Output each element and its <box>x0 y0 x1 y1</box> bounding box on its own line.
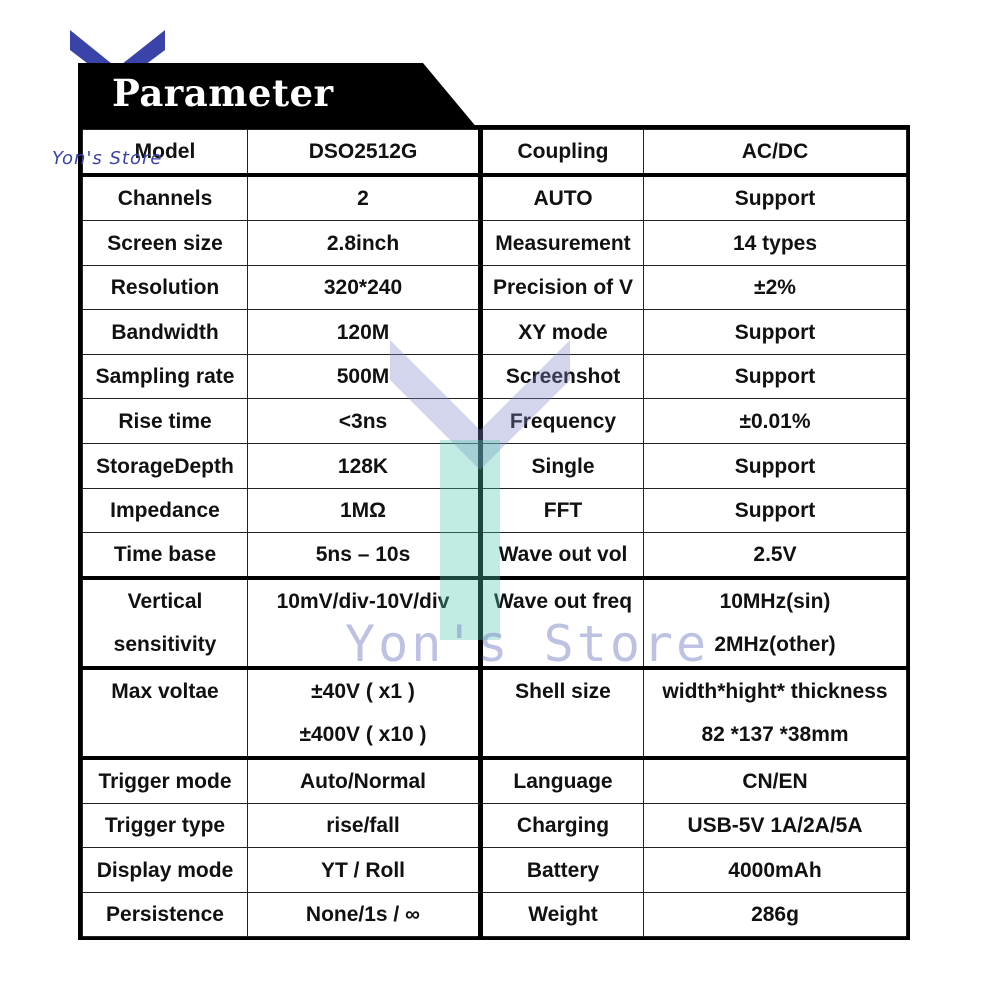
param-value-cell <box>248 804 481 848</box>
param-value-cell <box>248 310 481 355</box>
param-name-cell <box>83 355 248 399</box>
cell-text: 5ns – 10s <box>315 543 411 566</box>
store-name-logo: Yon's Store <box>52 148 163 169</box>
cell-text: 2.5V <box>753 543 797 566</box>
param-name-cell <box>481 355 644 399</box>
param-name-cell <box>481 848 644 893</box>
table-row <box>83 758 907 804</box>
cell-text: Auto/Normal <box>300 770 426 793</box>
cell-text: Sampling rate <box>95 365 235 388</box>
param-value-cell <box>644 758 907 804</box>
param-name-cell <box>481 804 644 848</box>
param-name-cell <box>83 266 248 310</box>
table-row <box>83 489 907 533</box>
cell-text: Screenshot <box>505 365 621 388</box>
cell-text: Precision of V <box>492 276 634 299</box>
cell-text: 2.8inch <box>326 231 400 255</box>
param-name-cell <box>83 175 248 221</box>
cell-text: ±40V ( x1 ) <box>311 680 415 703</box>
table-row <box>83 310 907 355</box>
param-name-cell <box>481 221 644 266</box>
param-value-cell <box>248 221 481 266</box>
cell-text: 10mV/div-10V/div <box>276 590 450 613</box>
table-row <box>83 533 907 579</box>
param-name-cell <box>481 893 644 937</box>
param-value-cell <box>644 804 907 848</box>
param-name-cell <box>83 758 248 804</box>
cell-text: Measurement <box>495 231 631 255</box>
cell-text: Support <box>734 499 816 522</box>
cell-text: Support <box>734 320 816 344</box>
table-row <box>83 804 907 848</box>
cell-text: 1MΩ <box>339 499 386 522</box>
table-row <box>83 668 907 758</box>
cell-text: Single <box>531 454 595 478</box>
cell-text: 500M <box>336 365 390 388</box>
cell-text: sensitivity <box>113 633 217 656</box>
param-name-cell <box>481 758 644 804</box>
cell-text: Weight <box>528 903 598 926</box>
param-name-cell <box>481 266 644 310</box>
cell-text: Screen size <box>107 231 223 255</box>
cell-text: Shell size <box>515 680 611 703</box>
param-name-cell <box>481 668 644 758</box>
param-value-cell <box>644 533 907 579</box>
cell-text: Impedance <box>110 499 220 522</box>
cell-text: AUTO <box>533 187 593 210</box>
cell-text: Channels <box>117 187 213 210</box>
cell-text: CN/EN <box>742 770 808 793</box>
table-row <box>83 221 907 266</box>
cell-text: Support <box>734 365 816 388</box>
param-value-cell <box>248 130 481 176</box>
page-title: Parameter <box>112 71 334 115</box>
param-value-cell <box>248 533 481 579</box>
param-name-cell <box>481 444 644 489</box>
param-name-cell <box>83 533 248 579</box>
cell-text: Display mode <box>96 858 234 882</box>
table-row <box>83 893 907 937</box>
cell-text: Trigger mode <box>98 770 232 793</box>
param-name-cell <box>83 804 248 848</box>
watermark-text: Yon's Store <box>345 615 710 673</box>
param-name-cell <box>481 399 644 444</box>
param-name-cell <box>481 175 644 221</box>
param-value-cell <box>644 130 907 176</box>
cell-text: Coupling <box>517 140 609 163</box>
param-value-cell <box>248 893 481 937</box>
table-row <box>83 399 907 444</box>
param-value-cell <box>248 668 481 758</box>
cell-text: USB-5V 1A/2A/5A <box>687 814 863 837</box>
param-name-cell <box>83 444 248 489</box>
cell-text: <3ns <box>338 409 388 433</box>
cell-text: Trigger type <box>104 814 226 837</box>
param-value-cell <box>248 758 481 804</box>
param-name-cell <box>83 578 248 668</box>
cell-text: rise/fall <box>326 814 400 837</box>
param-value-cell <box>248 355 481 399</box>
param-value-cell <box>644 266 907 310</box>
cell-text: Vertical <box>127 590 203 613</box>
param-value-cell <box>644 310 907 355</box>
table-row <box>83 355 907 399</box>
param-value-cell <box>644 399 907 444</box>
param-name-cell <box>83 399 248 444</box>
cell-text: Rise time <box>118 409 212 433</box>
cell-text: 2 <box>357 187 369 210</box>
cell-text: Resolution <box>110 276 220 299</box>
cell-text: None/1s / ∞ <box>305 903 421 926</box>
param-name-cell <box>481 578 644 668</box>
cell-text: width*hight* thickness <box>662 680 888 703</box>
param-value-cell <box>644 668 907 758</box>
param-name-cell <box>83 848 248 893</box>
cell-text: 320*240 <box>323 276 403 299</box>
cell-text: Wave out vol <box>498 543 628 566</box>
param-name-cell <box>481 130 644 176</box>
cell-text: Max voltae <box>111 680 219 703</box>
param-value-cell <box>644 848 907 893</box>
param-value-cell <box>248 399 481 444</box>
param-value-cell <box>644 221 907 266</box>
param-value-cell <box>644 893 907 937</box>
param-value-cell <box>248 489 481 533</box>
cell-text: Battery <box>526 858 600 882</box>
cell-text: Model <box>134 140 196 163</box>
cell-text: YT / Roll <box>321 858 405 882</box>
param-value-cell <box>248 175 481 221</box>
param-name-cell <box>83 221 248 266</box>
cell-text: Language <box>513 770 613 793</box>
param-value-cell <box>644 444 907 489</box>
param-value-cell <box>644 175 907 221</box>
param-name-cell <box>83 310 248 355</box>
cell-text: Support <box>734 454 816 478</box>
param-value-cell <box>248 578 481 668</box>
cell-text: 14 types <box>732 231 818 255</box>
cell-text: Charging <box>516 814 610 837</box>
cell-text: ±2% <box>754 276 796 299</box>
table-row <box>83 266 907 310</box>
cell-text: AC/DC <box>741 140 809 163</box>
param-value-cell <box>248 266 481 310</box>
param-name-cell <box>481 533 644 579</box>
cell-text: Persistence <box>106 903 224 926</box>
cell-text: DSO2512G <box>308 140 418 163</box>
param-name-cell <box>83 668 248 758</box>
cell-text: ±0.01% <box>739 409 811 433</box>
cell-text: 82 *137 *38mm <box>701 723 849 746</box>
param-value-cell <box>248 444 481 489</box>
cell-text: 128K <box>337 454 389 478</box>
param-value-cell <box>644 489 907 533</box>
parameter-table <box>82 129 907 937</box>
cell-text: Wave out freq <box>493 590 633 613</box>
param-name-cell <box>481 489 644 533</box>
cell-text: 120M <box>336 320 390 344</box>
cell-text: Time base <box>113 543 217 566</box>
param-name-cell <box>481 310 644 355</box>
param-value-cell <box>644 578 907 668</box>
cell-text: Bandwidth <box>111 320 219 344</box>
cell-text: ±400V ( x10 ) <box>299 723 427 746</box>
cell-text: Frequency <box>509 409 617 433</box>
table-row <box>83 578 907 668</box>
cell-text: XY mode <box>518 320 608 344</box>
cell-text: StorageDepth <box>96 454 234 478</box>
param-name-cell <box>83 489 248 533</box>
cell-text: 2MHz(other) <box>714 633 836 656</box>
param-name-cell <box>83 893 248 937</box>
cell-text: Support <box>734 187 816 210</box>
cell-text: FFT <box>543 499 583 522</box>
cell-text: 10MHz(sin) <box>719 590 831 613</box>
param-value-cell <box>248 848 481 893</box>
table-row <box>83 848 907 893</box>
cell-text: 286g <box>751 903 799 926</box>
table-row <box>83 175 907 221</box>
cell-text: 4000mAh <box>728 858 822 882</box>
table-row <box>83 444 907 489</box>
table-row <box>83 130 907 176</box>
param-value-cell <box>644 355 907 399</box>
